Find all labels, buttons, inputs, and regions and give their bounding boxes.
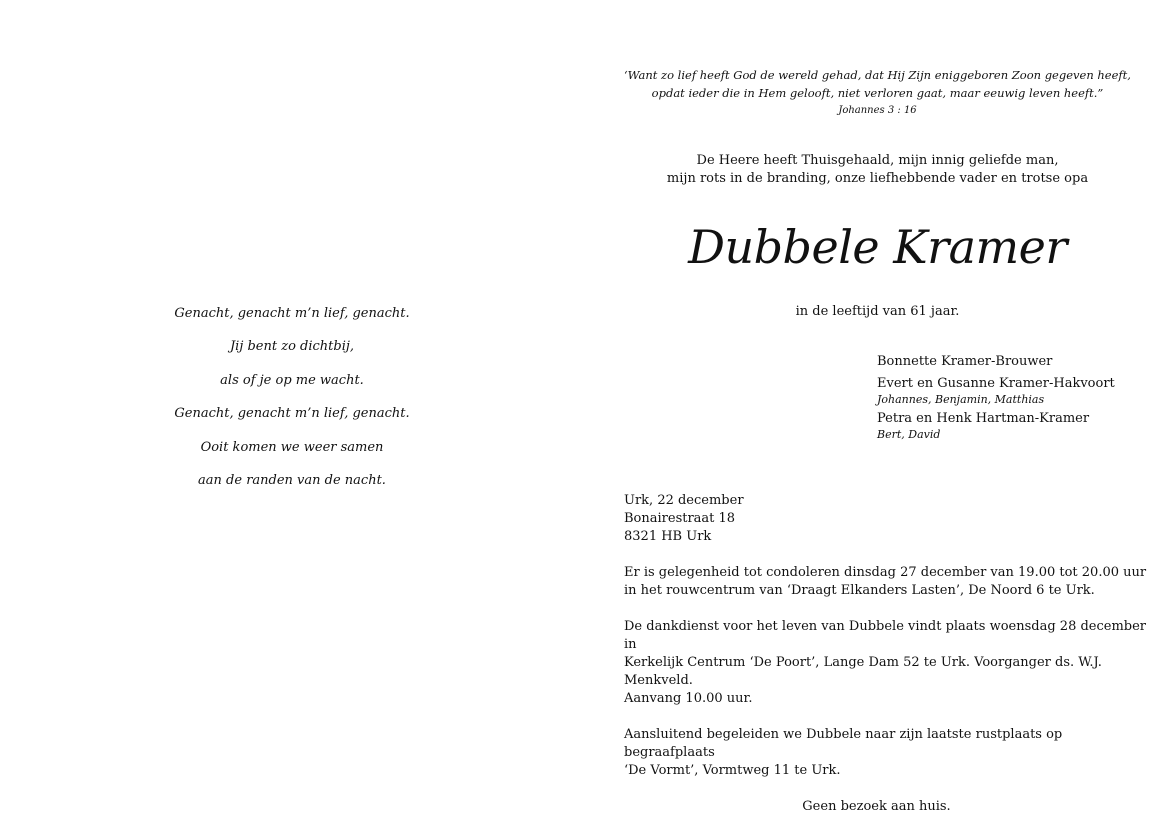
condolence-block bbox=[624, 564, 1149, 600]
service-line: Aanvang 10.00 uur. bbox=[624, 691, 753, 706]
postal-address: 8321 HB Urk bbox=[624, 529, 712, 544]
deceased-name: Dubbele Kramer bbox=[688, 220, 1067, 274]
family-member-children: Johannes, Benjamin, Matthias bbox=[877, 393, 1045, 406]
burial-line: ‘De Vormt’, Vormtweg 11 te Urk. bbox=[624, 763, 841, 778]
family-member bbox=[877, 353, 1147, 371]
burial-line: Aansluitend begeleiden we Dubbele naar zijn laatste rustplaats op begraafplaats bbox=[624, 727, 1063, 760]
poem bbox=[150, 304, 434, 504]
verse-line: ‘Want zo lief heeft God de wereld gehad, dat Hij Zijn eniggeboren Zoon gegeven heeft, bbox=[624, 68, 1131, 82]
family-member bbox=[877, 375, 1147, 406]
condolence-line: in het rouwcentrum van ‘Draagt Elkanders Lasten’, De Noord 6 te Urk. bbox=[624, 583, 1095, 598]
service-line: De dankdienst voor het leven van Dubbele vindt plaats woensdag 28 december in bbox=[624, 619, 1147, 652]
poem-line: Genacht, genacht m’n lief, genacht. bbox=[174, 406, 410, 422]
family-member-children: Bert, David bbox=[877, 428, 941, 441]
family-member bbox=[877, 410, 1147, 441]
family-member-name: Petra en Henk Hartman-Kramer bbox=[877, 411, 1090, 426]
poem-line: Genacht, genacht m’n lief, genacht. bbox=[174, 306, 410, 321]
verse-reference: Johannes 3 : 16 bbox=[838, 105, 917, 116]
bible-verse bbox=[620, 66, 1135, 120]
intro-line: De Heere heeft Thuisgehaald, mijn innig geliefde man, bbox=[696, 153, 1059, 168]
family-member-name: Bonnette Kramer-Brouwer bbox=[877, 354, 1053, 369]
poem-line: Jij bent zo dichtbij, bbox=[229, 339, 355, 355]
address-block bbox=[624, 492, 1149, 546]
poem-line: aan de randen van de nacht. bbox=[198, 472, 386, 488]
place-date: Urk, 22 december bbox=[624, 493, 744, 508]
age-text: in de leeftijd van 61 jaar. bbox=[795, 304, 960, 319]
service-line: Kerkelijk Centrum ‘De Poort’, Lange Dam 52 te Urk. Voorganger ds. W.J. Menkveld. bbox=[624, 655, 1102, 688]
street-address: Bonairestraat 18 bbox=[624, 511, 736, 526]
family-member-name: Evert en Gusanne Kramer-Hakvoort bbox=[877, 376, 1115, 391]
closing-note: Geen bezoek aan huis. bbox=[802, 799, 951, 814]
verse-line: opdat ieder die in Hem gelooft, niet verloren gaat, maar eeuwig leven heeft.” bbox=[651, 86, 1104, 100]
burial-block bbox=[624, 726, 1149, 780]
family-list bbox=[877, 353, 1147, 445]
poem-line: als of je op me wacht. bbox=[220, 372, 364, 388]
announcement-intro bbox=[620, 152, 1135, 188]
poem-line: Ooit komen we weer samen bbox=[200, 439, 384, 455]
service-block bbox=[624, 618, 1149, 708]
details-block bbox=[624, 492, 1149, 816]
condolence-line: Er is gelegenheid tot condoleren dinsdag 27 december van 19.00 tot 20.00 uur bbox=[624, 565, 1147, 580]
intro-line: mijn rots in de branding, onze liefhebbende vader en trotse opa bbox=[666, 171, 1089, 186]
